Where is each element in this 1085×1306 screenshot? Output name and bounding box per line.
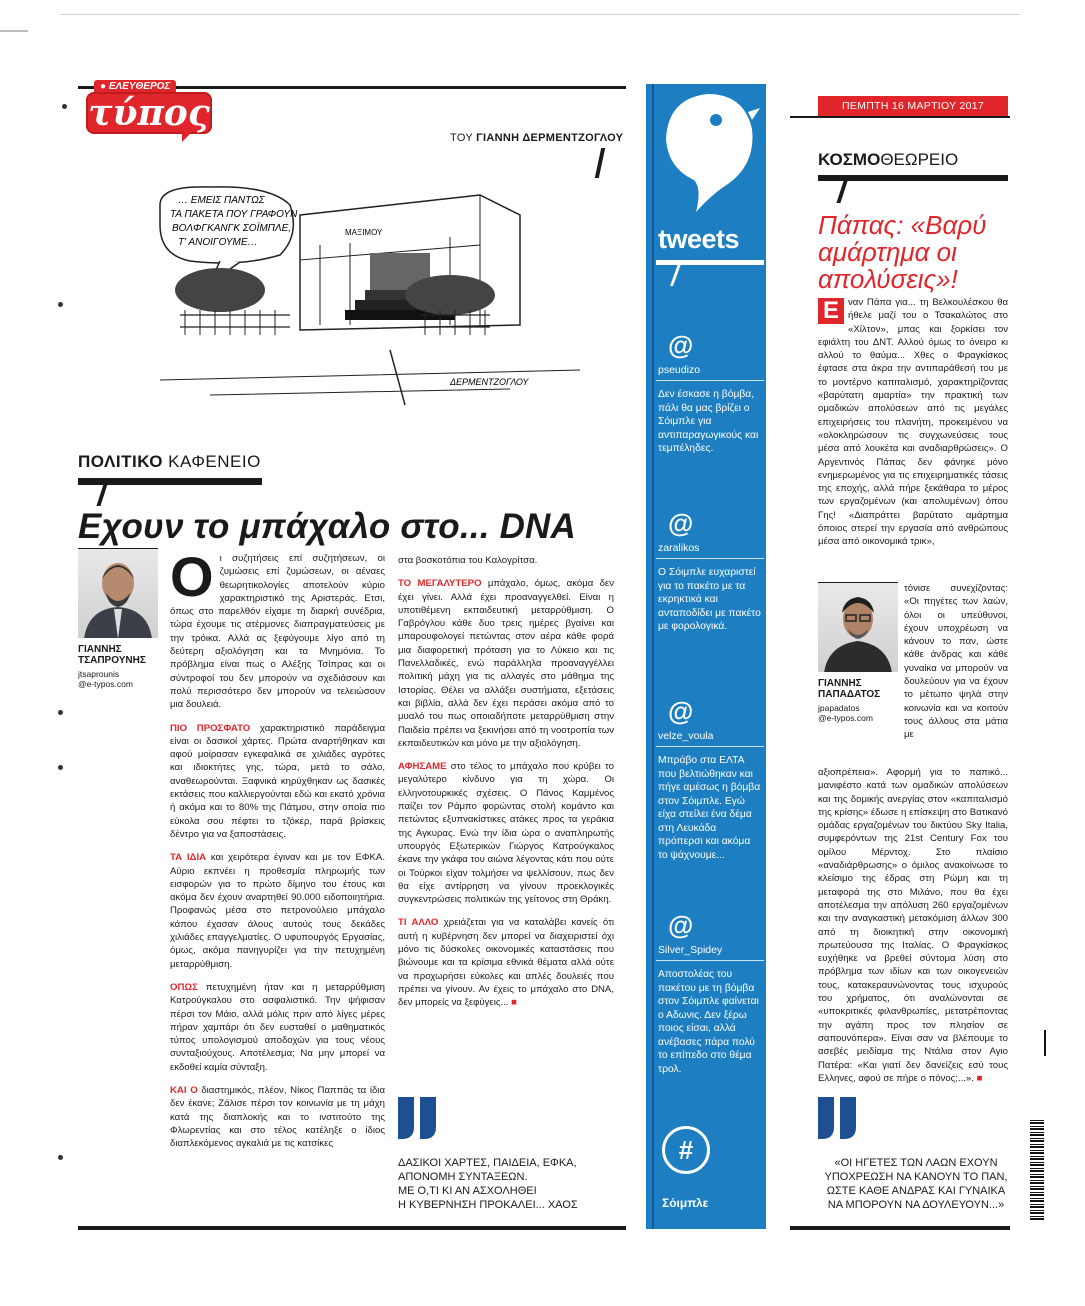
byline-prefix: ΤΟΥ (450, 132, 473, 144)
author-photo (818, 582, 898, 672)
paragraph: ΤΟ ΜΕΓΑΛΥΤΕΡΟ μπάχαλο, όμως, ακόμα δεν έχει γίνει. Αλλά έχει προαναγγελθεί. Είναι η υποτιθέμενη εκπαιδευτική μεταρρύθμιση. Ο Γαβρόγλου κάθε δυο τρεις ημέρες βγαίνει και μπαρουφολογεί πετώντας στον αέρα κάθε φορά μια διαφορετική πρόταση για το Λύκειο και τις Πανελλαδικές, ενώ παράλληλα προαναγγέλλει πολιτική μάχη για τις αλλαγές στο μάθημα της Ιστορίας. Θέλει να αλλάξει συστήματα, εξετάσεις και βιβλία, αλλά δεν έχει περάσει ακόμα από το μυαλό του πως οποιαδήποτε μεταρρύθμιση στην Παιδεία πρέπει να ξεκινήσει από τη νοοτροπία των εκπαιδευτικών και μόνο με την αξιολόγηση. (398, 578, 614, 749)
right-article-headline: Πάπας: «Βαρύ αμάρτημα οι απολύσεις»! (818, 210, 987, 294)
section-title-bold: ΠΟΛΙΤΙΚΟ (78, 452, 163, 471)
logo-speech-tail (182, 132, 192, 142)
section-title-bold: ΚΟΣΜΟ (818, 150, 881, 169)
author-photo (78, 548, 158, 638)
logo-kicker: ● ΕΛΕΥΘΕΡΟΣ (94, 80, 176, 94)
end-mark: ■ (976, 1072, 983, 1084)
pullquote-line: Η ΚΥΒΕΡΝΗΣΗ ΠΡΟΚΑΛΕΙ... ΧΑΟΣ (398, 1199, 578, 1211)
pullquote-line: ΜΕ Ο,ΤΙ ΚΙ ΑΝ ΑΣΧΟΛΗΘΕΙ (398, 1185, 537, 1197)
speech-line-3: ΒΟΛΦΓΚΑΝΓΚ ΣΟΪΜΠΛΕ, (172, 223, 292, 234)
right-article-body-narrow: τόνισε συνεχίζοντας: «Οι πηγέτες των λαών, όλοι οι υπεύθυνοι, έχουν υποχρέωση να κάνουν το παν, ώστε κάθε άνδρας και κάθε γυναίκα να μπορούν να δουλεύουν για να έχουν το μέτωπο ψηλά στην κοινωνία και να κοιτούν τους άλλους στα μάτια με (904, 583, 1008, 741)
author-name (818, 678, 902, 700)
margin-mark (62, 104, 67, 109)
tweet-text: Ο Σόιμπλε ευχαριστεί για το πακέτο με τα εκρηκτικά και ανταποδίδει με πακέτο με φορολογικά. (658, 567, 761, 632)
tweet-divider (656, 960, 764, 961)
pullquote-right: «ΟΙ ΗΓΕΤΕΣ ΤΩΝ ΛΑΩΝ ΕΧΟΥΝ ΥΠΟΧΡΕΩΣΗ ΝΑ ΚΑΝΟΥΝ ΤΟ ΠΑΝ, ΩΣΤΕ ΚΑΘΕ ΑΝΔΡΑΣ ΚΑΙ ΓΥΝΑΙΚΑ ΝΑ ΜΠΟΡΟΥΝ ΝΑ ΔΟΥΛΕΥΟΥΝ...» (824, 1157, 1008, 1211)
cartoon-byline (450, 132, 623, 144)
tweet-text: Αποστολέας του πακέτου με τη βόμβα στον Σόιμπλε φαίνεται ο Αδωνις. Δεν ξέρω ποιος είσαι, αλλά ανέβασες πάρα πολύ το επίπεδο στο θέμα τρολ. (658, 969, 759, 1075)
right-article-body-bottom: αξιοπρέπεια». Αφορμή για το παπικό... μανιφέστο κατά των ομαδικών απολύσεων και της δομικής ανεργίας στον «καπιταλισμό της κρίσης» έδωσε η επίσκεψη στο Βατικανό ομάδας εργαζομένων του δικτύου Sky Italia, συμφερόντων της 21st Century Fox του ομίλου Μέρντοχ. Στο πλαίσιο «αναδιάρθρωσης» ο όμιλος ανακοίνωσε το κλείσιμο της έδρας στη Ρώμη και τη μεταφορά της στο Μιλάνο, που θα έχει αποτέλεσμα την απόλυση 260 εργαζομένων και την αναγκαστική μετακόμιση άλλων 300 από τη διοικητική στην οικονομική πρωτεύουσα της Ιταλίας. Ο Φραγκίσκος ευχήθηκε να βρεθεί σύντομα λύση στο πρόβλημα των ιδίων και των οικογενειών τους, κατακεραυνώνοντας τους ισχυρούς του χρήματος, ότι αναλώνονται σε «υποκριτικές φιλανθρωπίες, μετατρέποντας την αγάπη προς τον πλησίον σε σαπουνόπερα». Είναι σαν να βλέπουμε το ασεβές μειδίαμα της Ντάλια στον Αγιο Πατέρα: «Και γιατί δεν δανείζεις εσύ τους Ελληνες, αφού σε πήρε ο πόνος;...». ■ (818, 767, 1008, 1084)
right-article-body-top: Ε ναν Πάπα για... τη Βελκουλέσκου θα ήθελε μαζί του ο Τσακαλώτος στο «Χίλτον», μπας και ξορκίσει τον εφιάλτη του ΔΝΤ. Αλλού όμως το όνειρο κι αλλού το θαύμα... Χθες ο Φραγκίσκος έφτασε στα άκρα την αντιπαράθεσή του με το μοντέρνο καπιταλισμό, χαρακτηρίζοντας «βαρύτατη αμαρτία» την πρακτική των ομαδικών απολύσεων από τις μεγάλες επιχειρήσεις του πλανήτη, προκειμένου να «ολοκληρώσουν τις συγχωνεύσεις τους μέσα από λουκέτα και αναδιαρθρώσεις». Ο Αργεντινός Πάπας δεν φάνηκε μόνο ενημερωμένος για τις επιχειρηματικές τάσεις της εποχής, αλλά πήρε ξεκάθαρα το μέρος των εργαζομένων (και απολυμένων) όπου Γης! «Διαπράττει βαρύτατο αμάρτημα όποιος στερεί την εργασία από ανθρώπους μέσα από οικονομικά τρικ», (818, 297, 1008, 548)
author-box-tsaprounis (78, 548, 162, 689)
speech-line-2: ΤΑ ΠΑΚΕΤΑ ΠΟΥ ΓΡΑΦΟΥΝ (170, 209, 298, 220)
author-name-line2: ΤΣΑΠΡΟΥΝΗΣ (78, 655, 146, 666)
author-handle (78, 669, 162, 689)
political-cartoon (150, 165, 590, 415)
dropcap: Ε (818, 298, 844, 324)
author-box-papadatos (818, 582, 902, 723)
quote-icon (398, 1097, 438, 1139)
bush-right (405, 275, 495, 315)
section-tick (836, 181, 847, 203)
hashtag-label: Σόιμπλε (662, 1196, 709, 1210)
author-name-line1: ΓΙΑΝΝΗΣ (78, 644, 122, 655)
tweet-divider (656, 380, 764, 381)
scan-artifact-line (60, 14, 1020, 15)
newspaper-logo (86, 74, 212, 146)
paragraph: ΤΑ ΙΔΙΑ και χειρότερα έγιναν και με τον ΕΦΚΑ. Αύριο εκπνέει η προθεσμία πληρωμής των εισφορών για το πρώτο δίμηνο του έτους και ακόμα δεν έχουν αναρτηθεί 90.000 ειδοποιητήρια. Προφανώς μέσα στο πετρονούλειο μπάχαλο κάπου έχασαν άλους αυτούς τους δεκάδες χιλιάδες επαγγελματίες. Ο υφυπουργός Εργασίας, όμως, ακόμα πανηγυρίζει για την πετυχημένη μεταρρύθμιση. (170, 852, 386, 970)
author-name (78, 644, 162, 666)
bottom-rule (78, 1226, 626, 1230)
paragraph: ΟΠΩΣ πετυχημένη ήταν και η μεταρρύθμιση Κατρούγκαλου στο ασφαλιστικό. Την ψήφισαν πέρσι τον Μάιο, αλλά μόλις πριν από λίγες μέρες πήραν χαμπάρι ότι δεν ευσταθεί ο μαθηματικός τύπος υπολογισμού αποδοχών για τους νέους συνταξιούχους. Αποτέλεσμα; Να μην μπορεί να εκδοθεί καμία σύνταξη. (170, 981, 385, 1073)
paragraph: ΑΦΗΣΑΜΕ στο τέλος το μπάχαλο που κρύβει το μεγαλύτερο κίνδυνο για τη χώρα. Οι ελληνοτουρκικές σχέσεις. Ο Πάνος Καμμένος παίζει τον Ράμπο φορώντας στολή κομάντο και πετώντας εξυπνακίστικες ατάκες προς τα γεράκια της Αγκυρας. Ενώ την ίδια ώρα ο αναπληρωτής υπουργός Εξωτερικών Γιώργος Κατρούγκαλος έκανε την γκάφα του αιώνα λέγοντας κάτι που ούτε οι Τούρκοι είχαν τολμήσει να ψελλίσουν, πως δεν θα είχε αντίρρηση να γίνουν προεκλογικές συγκεντρώσεις πολιτικών της γείτονος στη Θράκη. (398, 761, 614, 906)
tweets-column (646, 84, 766, 1229)
article-column-2 (398, 554, 614, 1020)
author-handle-line1: jpapadatos (818, 703, 860, 713)
byline-name: ΓΙΑΝΝΗ ΔΕΡΜΕΝΤΖΟΓΛΟΥ (476, 132, 624, 144)
at-icon: @ (668, 508, 694, 538)
paragraph: ΠΙΟ ΠΡΟΣΦΑΤΟ χαρακτηριστικό παράδειγμα είναι οι δασικοί χάρτες. Πρώτα αναρτήθηκαν και αφού μοίρασαν εγκεφαλικά σε χιλιάδες αγρότες και ιδιοκτήτες γης, τώρα, μετά το σάλο, αναθεωρούνται. Ξαφνικά κηρύχθηκαν ως δασικές εκτάσεις που καλλιεργούνται εδώ και εκατό χρόνια ή ακόμα και το 80% της Πάτμου, στην οποία πιο εύκολα σου πέφτει το τζόκερ, παρά βρίσκεις δέντρο για να ξαποστάσεις. (170, 722, 385, 840)
section-tick (96, 484, 107, 506)
section-title-light: ΘΕΩΡΕΙΟ (880, 150, 959, 169)
bush-left (175, 268, 265, 312)
byline-slash (595, 148, 605, 178)
tweet-text: Δεν έσκασε η βόμβα, πάλι θα μας βρίζει ο Σόιμπλε για αντιπαραγωγικούς και τεμπέληδες. (658, 389, 759, 454)
speech-line-4: Τ' ΑΝΟΙΓΟΥΜΕ… (178, 237, 258, 248)
article-headline: Εχουν το μπάχαλο στο... DNA (78, 507, 576, 546)
paragraph: ΤΙ ΑΛΛΟ χρειάζεται για να καταλάβει κανείς ότι αυτή η κυβέρνηση δεν μπορεί να διαχειριστεί όχι μόνο τις δύσκολες οικονομικές καταστάσεις που βιώνουμε και τα κρίσιμα εθνικά θέματα αλλά ούτε να προχωρήσει εύκολες και απλές δουλειές που πρέπει να γίνουν. Αν έχεις το μπάχαλο στο DNA, δεν μπορείς να ξεφύγεις... ■ (398, 917, 615, 1009)
cartoonist-signature: ΔΕΡΜΕΝΤΖΟΓΛΟΥ (450, 377, 529, 387)
author-handle (818, 703, 902, 723)
tweet-handle: velze_voula (658, 730, 714, 742)
section-title-kosmotheoreio (818, 150, 958, 170)
author-handle-line1: jtsaprounis (78, 669, 120, 679)
tweets-title: tweets (658, 224, 740, 254)
pullquote-line: ΑΠΟΝΟΜΗ ΣΥΝΤΑΞΕΩΝ. (398, 1171, 528, 1183)
tweets-title-tick (670, 264, 681, 286)
tweet-handle: Silver_Spidey (658, 944, 723, 956)
tweets-title-rule (656, 260, 764, 265)
pullquote-left (398, 1156, 614, 1212)
margin-mark (58, 765, 63, 770)
speech-line-1: … ΕΜΕΙΣ ΠΑΝΤΩΣ (178, 195, 265, 206)
twitter-bird-icon (656, 84, 760, 224)
author-handle-line2: @e-typos.com (78, 679, 133, 689)
tweet-divider (656, 746, 764, 747)
at-icon: @ (668, 910, 694, 940)
tweet-text: Μπράβο στα ΕΛΤΑ που βελτιώθηκαν και πήγε αμέσως η βόμβα στον Σόιμπλε. Εγώ είχα στείλει ένα δέμα στη Λευκάδα πρόπερσι και ακόμα το ψάχνουμε... (658, 755, 761, 861)
paragraph: στα βοσκοτόπια του Καλογρίτσα. (398, 555, 538, 566)
barcode (1030, 1120, 1044, 1220)
bottom-rule (790, 1226, 1010, 1230)
article-column-1 (170, 545, 386, 1160)
scan-artifact-mark (0, 30, 28, 32)
paragraph: Οι συζητήσεις επί συζητήσεων, οι ζυμώσεις επί ζυμώσεων, οι αέναες θεωρητικολογίες αποτελούν κύριο χαρακτηριστικό της Αριστεράς. Ετσι, όπως στο παρελθόν είχαμε τη διαρκή συνέδρια, τώρα έχουμε τις ατέρμονες διαπραγματεύσεις με την τρόικα. Αλλά ας ξεφύγουμε λίγο από τη δεύτερη αξιολόγηση και τα Μνημόνια. Το πρόβλημα είναι πως ο Αλέξης Τσίπρας και οι σύντροφοί του δεν μπορούν να σχεδιάσουν και πολύ περισσότερο δεν μπορούν να τελειώσουν μια δουλειά. (170, 545, 385, 711)
tweet-divider (656, 558, 764, 559)
at-icon: @ (668, 330, 694, 360)
section-title-politiko (78, 452, 261, 472)
logo-wordmark: τύπος (86, 92, 212, 134)
margin-mark (58, 302, 63, 307)
author-name-line1: ΓΙΑΝΝΗΣ (818, 678, 862, 689)
margin-mark (1044, 1030, 1046, 1056)
margin-mark (58, 1155, 63, 1160)
date-banner: ΠΕΜΠΤΗ 16 ΜΑΡΤΙΟΥ 2017 (818, 96, 1008, 116)
tweet-handle: pseudizo (658, 364, 701, 376)
pullquote-line: ΔΑΣΙΚΟΙ ΧΑΡΤΕΣ, ΠΑΙΔΕΙΑ, ΕΦΚΑ, (398, 1157, 577, 1169)
building-sign: ΜΑΞΙΜΟΥ (345, 228, 383, 237)
paragraph: ΚΑΙ Ο διαστημικός, πλέον, Νίκος Παππάς τα ίδια δεν έκανε; Ζάλισε πέρσι τον κοινωνία με τη μάχη κατά της διαπλοκής και το ινστιτούτο της Φλωρεντίας και στο τέλος κατέληξε ο ίδιος διαπλεκόμενος αγκαλιά με τις κατσίκες (170, 1084, 385, 1150)
section-title-light: ΚΑΦΕΝΕΙΟ (168, 452, 261, 471)
tweets-column-edge (652, 84, 654, 1229)
dropcap: Ο (170, 545, 214, 608)
at-icon: @ (668, 696, 694, 726)
margin-mark (58, 710, 63, 715)
hashtag-icon: # (662, 1126, 710, 1174)
quote-icon (818, 1097, 858, 1139)
tweet-handle: zaralikos (658, 542, 700, 554)
author-name-line2: ΠΑΠΑΔΑΤΟΣ (818, 689, 881, 700)
author-handle-line2: @e-typos.com (818, 713, 873, 723)
end-mark: ■ (511, 997, 517, 1009)
date-rule (790, 116, 1010, 118)
